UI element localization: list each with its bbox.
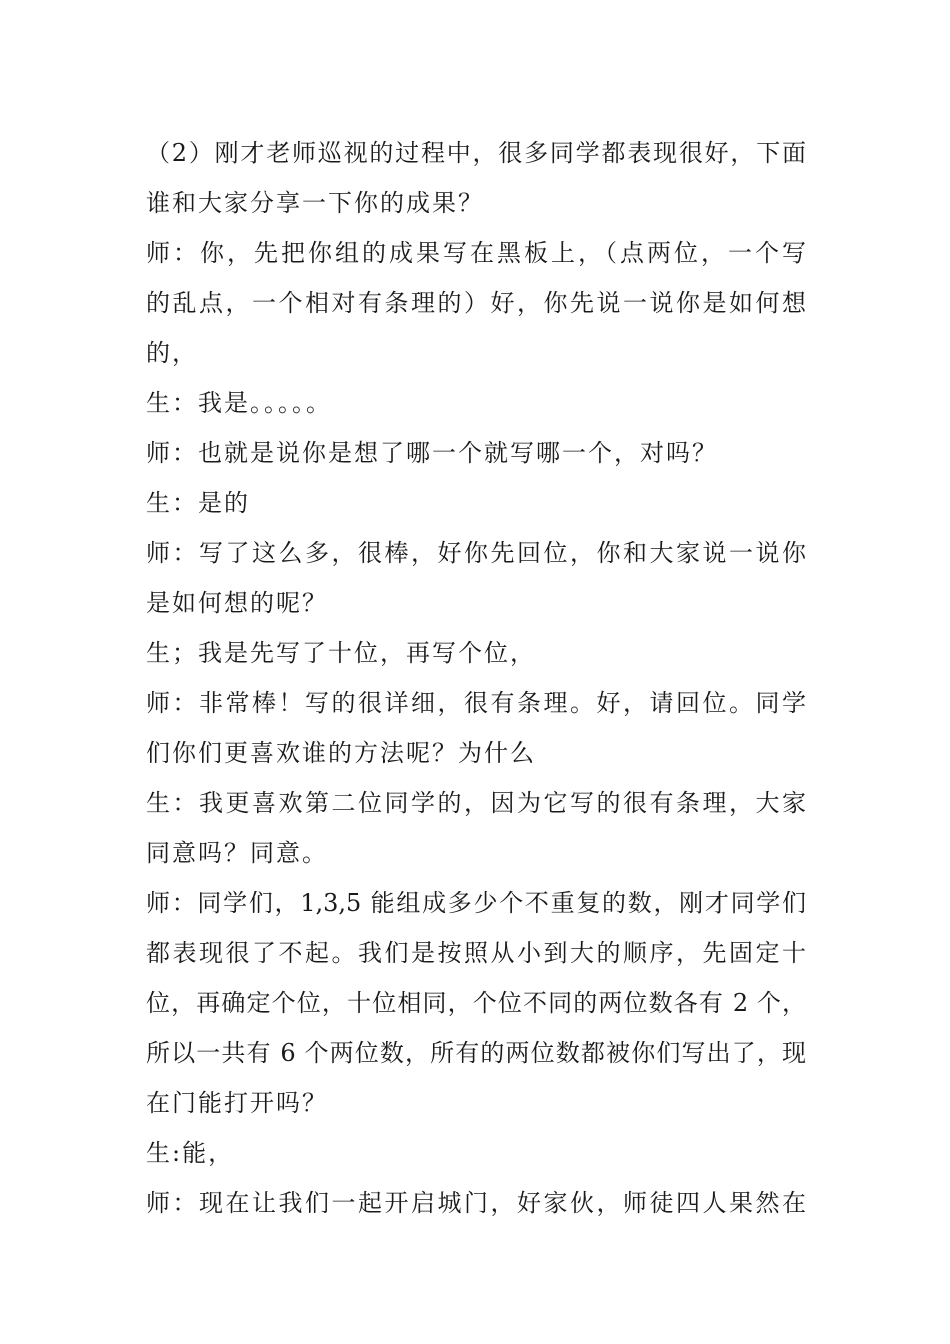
text-line-8: 生：是的: [146, 489, 250, 517]
document-body: [146, 128, 806, 1228]
text-line-13: 们你们更喜欢谁的方法呢？为什么: [146, 739, 536, 767]
text-line-3: 师：你，先把你组的成果写在黑板上，（点两位，一个写: [146, 239, 806, 267]
text-line-22: 师：现在让我们一起开启城门，好家伙，师徒四人果然在: [146, 1189, 806, 1217]
text-line-14: 生：我更喜欢第二位同学的，因为它写的很有条理，大家: [146, 789, 806, 817]
text-line-12: 师：非常棒！写的很详细，很有条理。好，请回位。同学: [146, 689, 806, 717]
text-line-4: 的乱点，一个相对有条理的）好，你先说一说你是如何想: [146, 289, 806, 317]
text-line-20: 在门能打开吗？: [146, 1089, 328, 1117]
text-line-17: 都表现很了不起。我们是按照从小到大的顺序，先固定十: [146, 939, 806, 967]
text-line-18: 位，再确定个位，十位相同，个位不同的两位数各有 2 个，: [146, 989, 806, 1017]
text-line-11: 生；我是先写了十位，再写个位，: [146, 639, 536, 667]
text-line-15: 同意吗？同意。: [146, 839, 328, 867]
text-line-2: 谁和大家分享一下你的成果？: [146, 189, 484, 217]
text-line-21: 生:能，: [146, 1139, 235, 1167]
text-line-19: 所以一共有 6 个两位数，所有的两位数都被你们写出了，现: [146, 1039, 806, 1067]
text-line-5: 的，: [146, 339, 198, 367]
text-line-7: 师：也就是说你是想了哪一个就写哪一个，对吗？: [146, 439, 718, 467]
text-line-10: 是如何想的呢？: [146, 589, 328, 617]
text-line-9: 师：写了这么多，很棒，好你先回位，你和大家说一说你: [146, 539, 806, 567]
text-line-1: （2）刚才老师巡视的过程中，很多同学都表现很好，下面: [146, 139, 806, 167]
text-line-16: 师：同学们，1,3,5 能组成多少个不重复的数，刚才同学们: [146, 889, 806, 917]
text-line-6: 生：我是。。。。。: [146, 389, 332, 417]
